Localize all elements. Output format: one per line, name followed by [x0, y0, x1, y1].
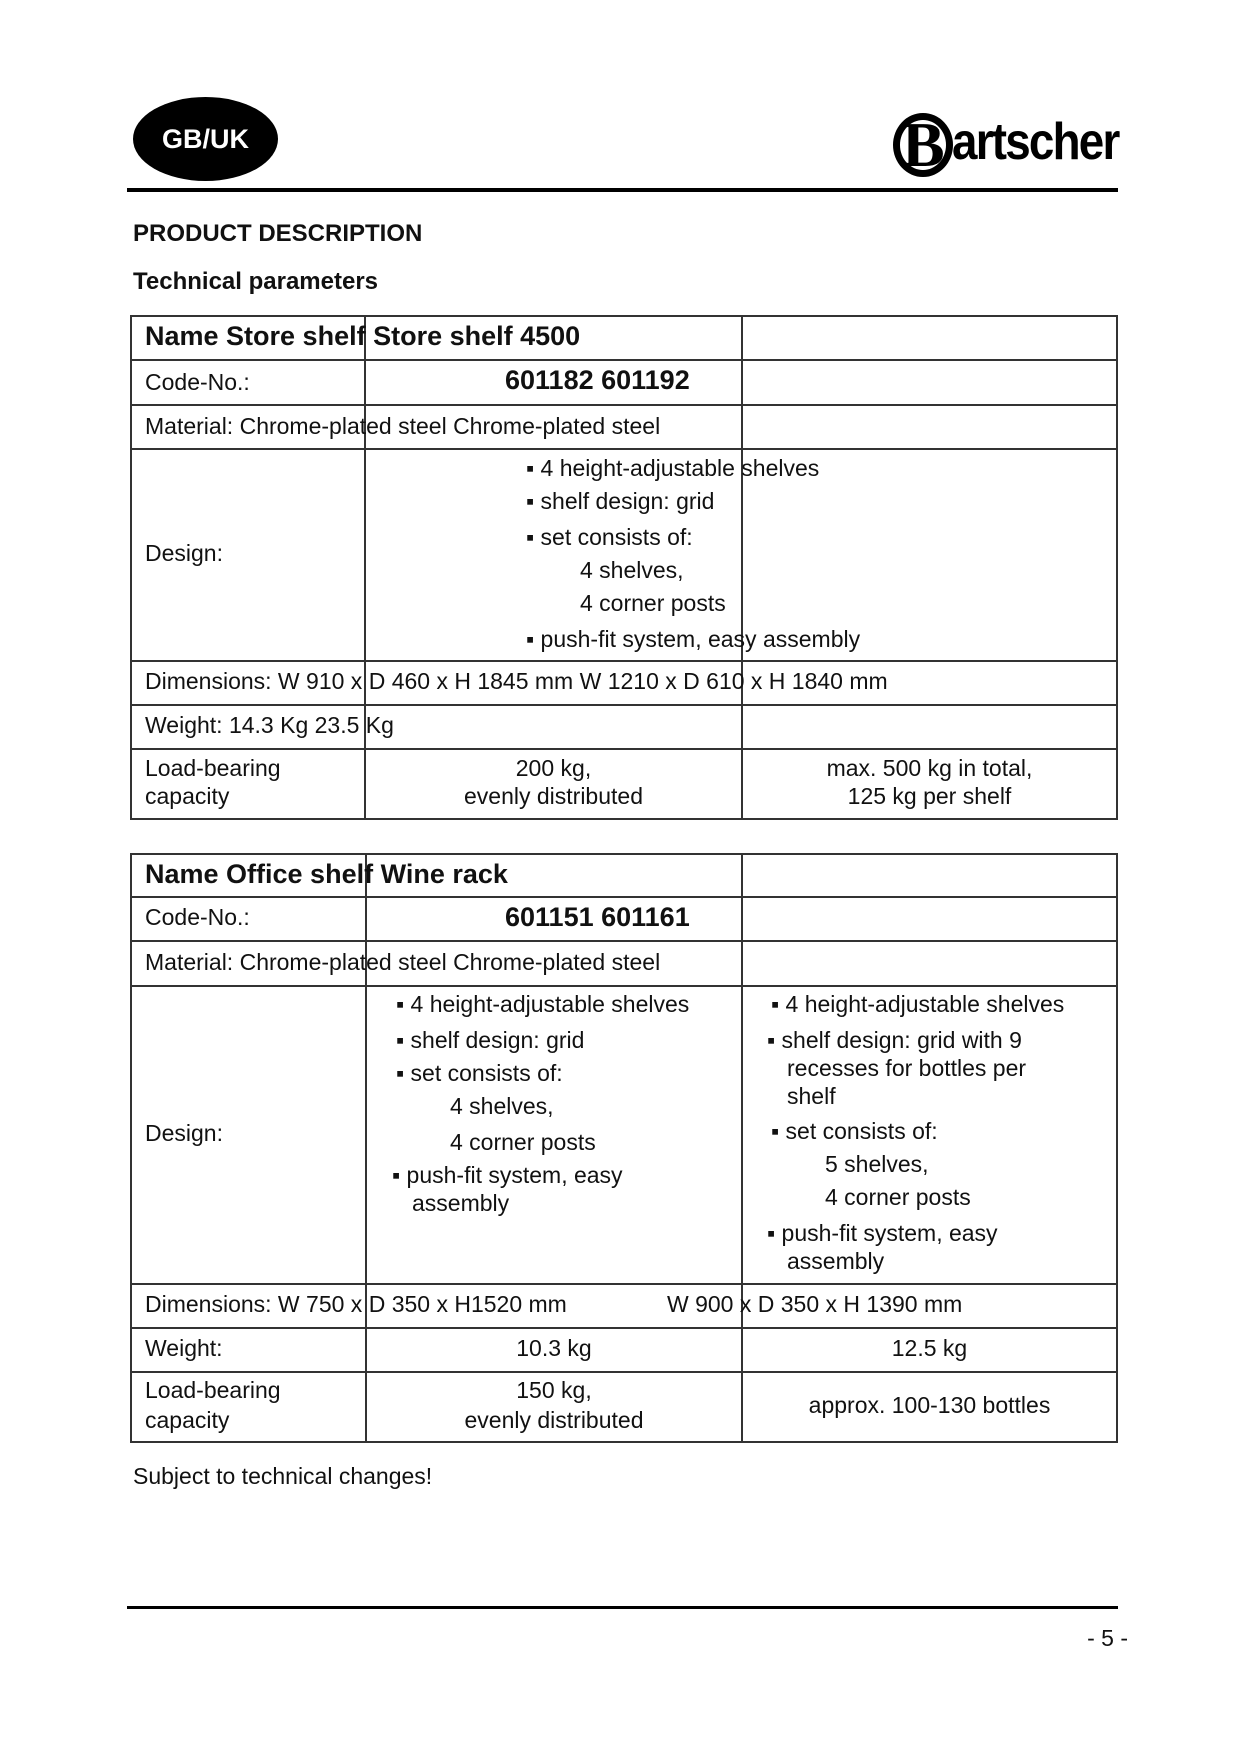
t2-design-col3-bullet: ▪ 4 height-adjustable shelves — [771, 991, 1065, 1017]
t2-weight-col3: 12.5 kg — [891, 1335, 968, 1361]
t1-hline — [130, 448, 1118, 450]
t2-design-col2-bullet: ▪ shelf design: grid — [396, 1027, 585, 1053]
t1-name-row: Name Store shelf Store shelf 4500 — [145, 321, 581, 351]
t2-design-col2-bullet: ▪ set consists of: — [396, 1060, 563, 1086]
t1-code-label: Code-No.: — [145, 369, 250, 395]
t2-design-label: Design: — [145, 1120, 223, 1146]
t2-load-label: Load-bearing — [145, 1377, 281, 1403]
t2-design-col3-sub: 4 corner posts — [825, 1184, 971, 1210]
t1-hline — [130, 315, 1118, 317]
t2-hline — [130, 853, 1118, 855]
t2-design-col3-bullet: ▪ push-fit system, easy — [767, 1220, 998, 1246]
t1-design-sub: 4 shelves, — [580, 557, 684, 583]
t1-design-sub: 4 corner posts — [580, 590, 726, 616]
t2-design-col2-bullet: ▪ 4 height-adjustable shelves — [396, 991, 690, 1017]
t1-vline — [741, 315, 743, 820]
t2-load-col2: evenly distributed — [464, 1407, 644, 1433]
t1-vline — [364, 315, 366, 820]
t1-hline — [130, 660, 1118, 662]
t2-name-row: Name Office shelf Wine rack — [145, 859, 508, 889]
t2-vline — [130, 853, 132, 1443]
t2-material-row: Material: Chrome-plated steel Chrome-plated steel — [145, 949, 661, 975]
t2-hline — [130, 1327, 1118, 1329]
t1-vline — [130, 315, 132, 820]
t2-load-col2: 150 kg, — [516, 1377, 592, 1403]
t1-hline — [130, 359, 1118, 361]
t2-dimensions-row: Dimensions: W 750 x D 350 x H1520 mm — [145, 1291, 567, 1317]
t2-design-col2-cont: assembly — [412, 1190, 510, 1216]
t1-vline — [1116, 315, 1118, 820]
t2-dimensions-col3: W 900 x D 350 x H 1390 mm — [667, 1291, 963, 1317]
t1-hline — [130, 748, 1118, 750]
t2-design-col3-cont: recesses for bottles per — [787, 1055, 1027, 1081]
t2-design-col3-bullet: ▪ shelf design: grid with 9 — [767, 1027, 1022, 1053]
t2-code-value: 601151 601161 — [505, 902, 690, 932]
t2-hline — [130, 896, 1118, 898]
t1-hline — [130, 704, 1118, 706]
footer-rule — [127, 1606, 1118, 1609]
t2-vline — [1116, 853, 1118, 1443]
header-rule — [127, 188, 1118, 192]
t1-load-col2: evenly distributed — [464, 783, 643, 809]
t2-hline — [130, 940, 1118, 942]
t2-design-col2-sub: 4 corner posts — [450, 1129, 596, 1155]
t1-design-bullet: ▪ shelf design: grid — [526, 488, 715, 514]
t2-design-col2-sub: 4 shelves, — [450, 1093, 554, 1119]
t2-load-label: capacity — [145, 1407, 230, 1433]
technical-changes-note: Subject to technical changes! — [133, 1463, 433, 1489]
brand-logo-initial: B — [902, 109, 945, 180]
t1-design-bullet: ▪ set consists of: — [526, 524, 693, 550]
t1-load-col3: 125 kg per shelf — [847, 783, 1012, 809]
page-number: - 5 - — [1087, 1625, 1128, 1651]
t2-weight-col2: 10.3 kg — [516, 1335, 592, 1361]
t1-hline — [130, 818, 1118, 820]
t1-load-label: Load-bearing — [145, 755, 281, 781]
t1-material-row: Material: Chrome-plated steel Chrome-plated steel — [145, 413, 661, 439]
t2-hline — [130, 1441, 1118, 1443]
t2-design-col3-bullet: ▪ set consists of: — [771, 1118, 938, 1144]
t2-design-col2-bullet: ▪ push-fit system, easy — [392, 1162, 623, 1188]
t2-code-label: Code-No.: — [145, 904, 250, 930]
section-title: PRODUCT DESCRIPTION — [133, 220, 423, 247]
t2-design-col3-cont: shelf — [787, 1083, 836, 1109]
t2-hline — [130, 985, 1118, 987]
t2-load-col3: approx. 100-130 bottles — [808, 1392, 1051, 1418]
t1-design-label: Design: — [145, 540, 223, 566]
t1-load-col3: max. 500 kg in total, — [826, 755, 1033, 781]
t2-hline — [130, 1283, 1118, 1285]
t1-load-col2: 200 kg, — [515, 755, 592, 781]
t2-design-col3-sub: 5 shelves, — [825, 1151, 929, 1177]
t1-load-label: capacity — [145, 783, 230, 809]
t2-weight-label: Weight: — [145, 1335, 223, 1361]
t1-design-bullet: ▪ 4 height-adjustable shelves — [526, 455, 820, 481]
t2-hline — [130, 1371, 1118, 1373]
brand-logo-text: artscher — [952, 113, 1119, 171]
t1-dimensions-row: Dimensions: W 910 x D 460 x H 1845 mm W 1210 x D 610 x H 1840 mm — [145, 668, 888, 694]
language-badge: GB/UK — [133, 97, 278, 181]
t1-code-value: 601182 601192 — [505, 365, 690, 395]
t1-weight-row: Weight: 14.3 Kg 23.5 Kg — [145, 712, 394, 738]
t1-design-bullet: ▪ push-fit system, easy assembly — [526, 626, 861, 652]
t1-hline — [130, 404, 1118, 406]
t2-design-col3-cont: assembly — [787, 1248, 885, 1274]
subsection-title: Technical parameters — [133, 268, 379, 295]
